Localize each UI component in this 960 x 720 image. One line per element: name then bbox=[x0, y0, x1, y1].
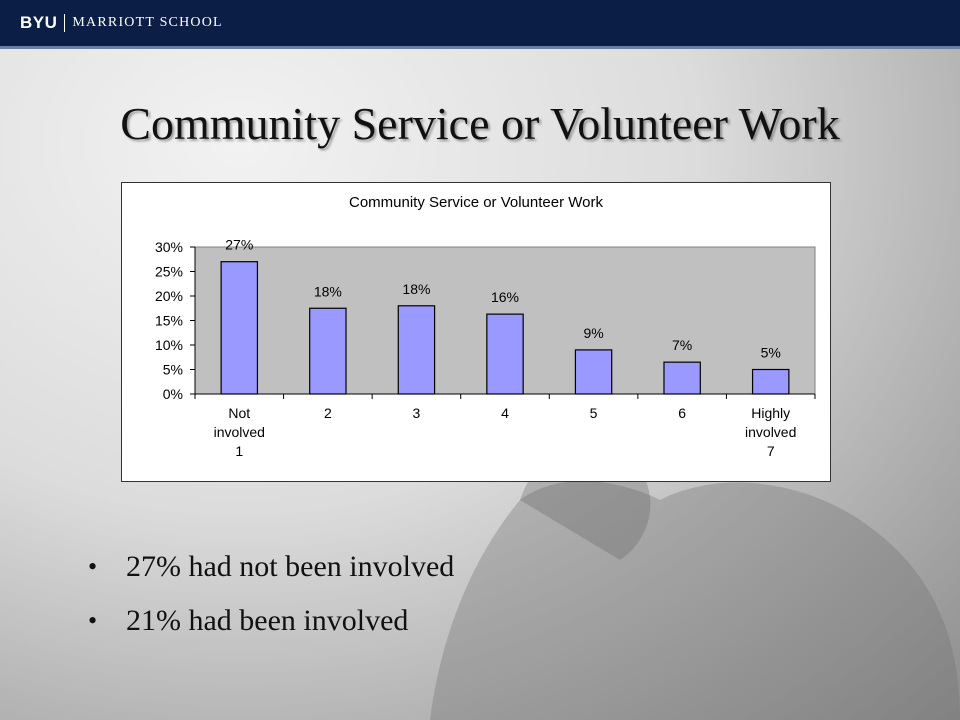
bullet-icon: • bbox=[88, 552, 98, 581]
bar bbox=[664, 362, 700, 394]
x-tick-label: 3 bbox=[412, 405, 421, 421]
y-tick-label: 20% bbox=[154, 288, 183, 304]
slide-title: Community Service or Volunteer Work bbox=[120, 98, 840, 149]
data-label: 7% bbox=[672, 337, 693, 354]
x-tick-label: Highly bbox=[751, 405, 791, 421]
bar bbox=[753, 370, 789, 395]
bar bbox=[575, 350, 611, 394]
bullet-item bbox=[88, 540, 454, 594]
x-tick-label: Not bbox=[228, 405, 251, 421]
header-bar bbox=[0, 0, 960, 49]
bar bbox=[398, 306, 434, 394]
x-tick-label: 6 bbox=[678, 405, 687, 421]
data-label: 18% bbox=[402, 280, 431, 297]
x-tick-label: 1 bbox=[235, 443, 244, 459]
y-tick-label: 15% bbox=[154, 312, 183, 329]
bullet-item bbox=[88, 594, 454, 648]
bar bbox=[221, 262, 257, 394]
y-tick-label: 10% bbox=[154, 337, 183, 353]
logo-byu: BYU bbox=[20, 13, 58, 32]
data-label: 16% bbox=[490, 289, 520, 306]
x-tick-label: 2 bbox=[323, 405, 332, 421]
data-label: 18% bbox=[313, 283, 342, 300]
y-tick-label: 5% bbox=[162, 361, 183, 378]
x-tick-label: involved bbox=[745, 424, 797, 440]
data-label: 27% bbox=[225, 236, 254, 253]
y-tick-label: 0% bbox=[162, 386, 183, 402]
data-label: 5% bbox=[760, 344, 781, 361]
bar-chart bbox=[122, 183, 830, 481]
chart-frame bbox=[121, 182, 831, 482]
y-tick-label: 30% bbox=[154, 239, 183, 255]
bar bbox=[487, 314, 523, 394]
bullet-text: 21% had been involved bbox=[126, 604, 409, 637]
logo-divider bbox=[64, 14, 65, 32]
x-tick-label: 5 bbox=[589, 405, 598, 421]
bullet-text: 27% had not been involved bbox=[126, 550, 455, 583]
chart-title: Community Service or Volunteer Work bbox=[349, 194, 603, 211]
y-tick-label: 25% bbox=[154, 263, 183, 280]
data-label: 9% bbox=[583, 324, 604, 341]
bullet-icon: • bbox=[88, 606, 98, 635]
x-tick-label: involved bbox=[213, 424, 265, 440]
bullet-list bbox=[88, 540, 454, 648]
logo-school: MARRIOTT SCHOOL bbox=[72, 15, 223, 30]
bar bbox=[310, 308, 346, 394]
byu-marriott-logo bbox=[20, 13, 223, 33]
x-tick-label: 7 bbox=[766, 443, 775, 459]
x-tick-label: 4 bbox=[501, 405, 509, 421]
